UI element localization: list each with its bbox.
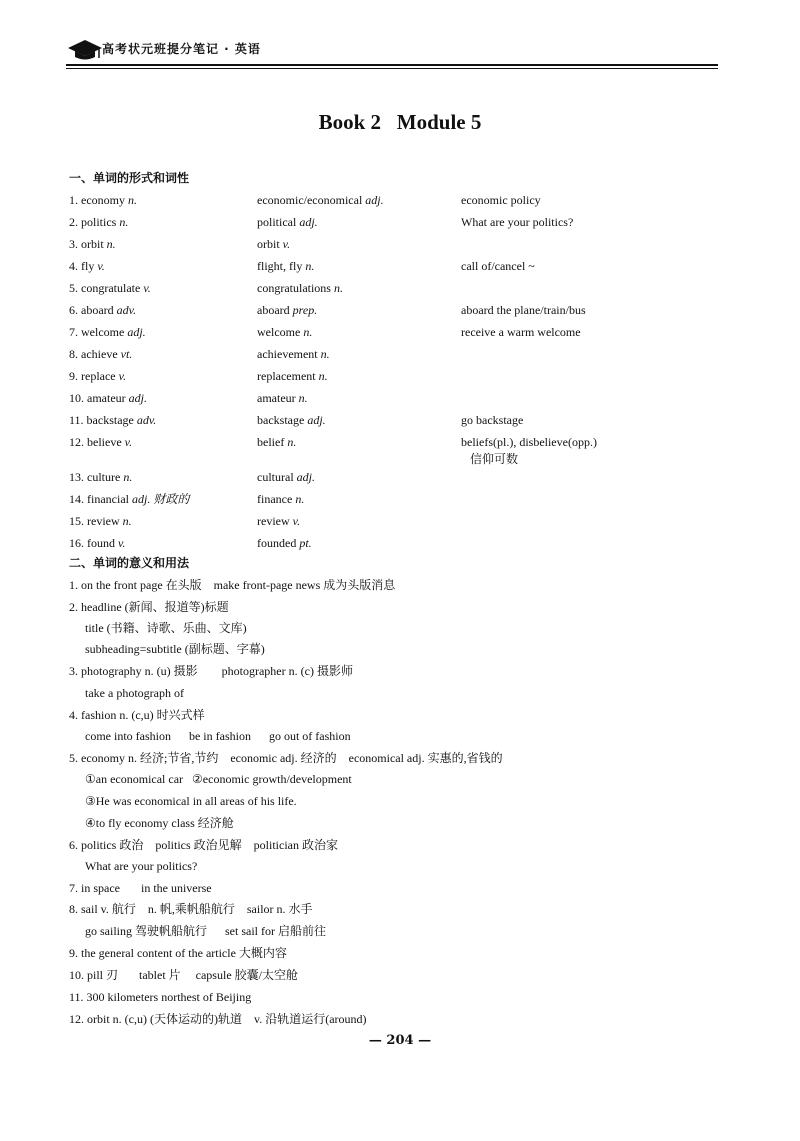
word-row-14-c1 bbox=[69, 491, 189, 507]
word: economic policy bbox=[461, 193, 541, 207]
word-row-9-c2 bbox=[257, 368, 328, 384]
word-row-5-c1 bbox=[69, 280, 151, 296]
word: 2. politics bbox=[69, 215, 117, 229]
word-row-6-c2 bbox=[257, 302, 317, 318]
part-of-speech: adj. bbox=[296, 470, 315, 484]
word-row-3-c1 bbox=[69, 236, 116, 252]
usage-line: 7. in space in the universe bbox=[69, 881, 212, 895]
word: cultural bbox=[257, 470, 294, 484]
word: belief bbox=[257, 435, 285, 449]
graduation-cap-icon bbox=[66, 36, 104, 62]
header-rule bbox=[66, 64, 718, 66]
word: finance bbox=[257, 492, 293, 506]
word: 7. welcome bbox=[69, 325, 125, 339]
word: 3. orbit bbox=[69, 237, 104, 251]
word-row-12-c1 bbox=[69, 434, 132, 450]
usage-line: 6. politics 政治 politics 政治见解 politician 政治家 bbox=[69, 838, 338, 852]
part-of-speech: v. bbox=[143, 281, 151, 295]
word-row-16-c1 bbox=[69, 535, 125, 551]
part-of-speech: n. bbox=[303, 325, 313, 339]
word: flight, fly bbox=[257, 259, 303, 273]
part-of-speech: adj. bbox=[299, 215, 318, 229]
word: aboard the plane/train/bus bbox=[461, 303, 586, 317]
word-row-4-c1 bbox=[69, 258, 105, 274]
word: 16. found bbox=[69, 536, 115, 550]
usage-line: 2. headline (新闻、报道等)标题 bbox=[69, 600, 229, 614]
word-row-1-c1 bbox=[69, 192, 137, 208]
word-row-8-c1 bbox=[69, 346, 132, 362]
word-row-15-c2 bbox=[257, 513, 300, 529]
part-of-speech: n. bbox=[287, 435, 297, 449]
word-row-12-c3 bbox=[461, 434, 597, 450]
part-of-speech: vt. bbox=[120, 347, 133, 361]
word: 12. believe bbox=[69, 435, 122, 449]
word-row-7-c1 bbox=[69, 324, 146, 340]
word: What are your politics? bbox=[461, 215, 574, 229]
section-heading-usage: 二、单词的意义和用法 bbox=[69, 556, 190, 570]
header-title: 高考状元班提分笔记 · 英语 bbox=[102, 42, 261, 56]
section-heading-word-forms: 一、单词的形式和词性 bbox=[69, 171, 190, 185]
usage-line: ③He was economical in all areas of his life. bbox=[85, 794, 297, 808]
part-of-speech: v. bbox=[282, 237, 291, 251]
part-of-speech: n. bbox=[106, 237, 116, 251]
part-of-speech: v. bbox=[124, 435, 133, 449]
word: 4. fly bbox=[69, 259, 95, 273]
word: 10. amateur bbox=[69, 391, 126, 405]
usage-line: What are your politics? bbox=[85, 859, 198, 873]
word-row-2-c3 bbox=[461, 214, 573, 230]
word-row-14-c2 bbox=[257, 491, 304, 507]
part-of-speech: n. bbox=[123, 470, 133, 484]
word-row-9-c1 bbox=[69, 368, 126, 384]
word: 8. achieve bbox=[69, 347, 118, 361]
word-row-4-c3 bbox=[461, 258, 535, 274]
word-row-1-c2 bbox=[257, 192, 384, 208]
word: receive a warm welcome bbox=[461, 325, 581, 339]
word-row-15-c1 bbox=[69, 513, 132, 529]
word: 13. culture bbox=[69, 470, 121, 484]
word: congratulations bbox=[257, 281, 331, 295]
word-row-3-c2 bbox=[257, 236, 290, 252]
usage-line: 5. economy n. 经济;节省,节约 economic adj. 经济的 economical adj. 实惠的,省钱的 bbox=[69, 751, 503, 765]
usage-line: 12. orbit n. (c,u) (天体运动的)轨道 v. 沿轨道运行(around) bbox=[69, 1012, 367, 1026]
part-of-speech: adj. bbox=[127, 325, 146, 339]
word: 14. financial bbox=[69, 492, 129, 506]
word-row-11-c1 bbox=[69, 412, 156, 428]
word-row-16-c2 bbox=[257, 535, 312, 551]
usage-line: 1. on the front page 在头版 make front-page news 成为头版消息 bbox=[69, 578, 396, 592]
belief-note: 信仰可数 bbox=[470, 452, 519, 466]
part-of-speech: n. bbox=[295, 492, 305, 506]
part-of-speech: v. bbox=[97, 259, 105, 273]
word: amateur bbox=[257, 391, 296, 405]
word: political bbox=[257, 215, 297, 229]
usage-line: subheading=subtitle (副标题、字幕) bbox=[85, 642, 265, 656]
word: orbit bbox=[257, 237, 280, 251]
word-row-6-c1 bbox=[69, 302, 136, 318]
part-of-speech: n. bbox=[333, 281, 343, 295]
word: welcome bbox=[257, 325, 301, 339]
usage-line: 3. photography n. (u) 摄影 photographer n. (c) 摄影师 bbox=[69, 664, 353, 678]
word: aboard bbox=[257, 303, 290, 317]
word: 15. review bbox=[69, 514, 120, 528]
part-of-speech: v. bbox=[292, 514, 301, 528]
part-of-speech: adv. bbox=[116, 303, 137, 317]
word: backstage bbox=[257, 413, 305, 427]
usage-line: 9. the general content of the article 大概内容 bbox=[69, 946, 287, 960]
usage-line: 10. pill 刃 tablet 片 capsule 胶囊/太空舱 bbox=[69, 968, 298, 982]
word-row-13-c2 bbox=[257, 469, 315, 485]
usage-line: 11. 300 kilometers northest of Beijing bbox=[69, 990, 252, 1004]
part-of-speech: v. bbox=[118, 369, 127, 383]
part-of-speech: pt. bbox=[299, 536, 312, 550]
usage-line: 4. fashion n. (c,u) 时兴式样 bbox=[69, 708, 205, 722]
word-row-6-c3 bbox=[461, 302, 586, 318]
word-row-4-c2 bbox=[257, 258, 314, 274]
running-header bbox=[66, 34, 718, 68]
usage-line: go sailing 驾驶帆船航行 set sail for 启船前往 bbox=[85, 924, 326, 938]
usage-line: come into fashion be in fashion go out of fashion bbox=[85, 729, 351, 743]
word: beliefs(pl.), disbelieve(opp.) bbox=[461, 435, 597, 449]
page-number: — 204 — bbox=[368, 1033, 432, 1048]
word-row-2-c1 bbox=[69, 214, 128, 230]
part-of-speech: adj. 财政的 bbox=[131, 492, 190, 506]
page-title: Book 2 Module 5 bbox=[318, 110, 482, 134]
word-row-10-c2 bbox=[257, 390, 308, 406]
word: founded bbox=[257, 536, 297, 550]
word: review bbox=[257, 514, 290, 528]
word: 6. aboard bbox=[69, 303, 114, 317]
word-row-12-c2 bbox=[257, 434, 296, 450]
word-row-7-c3 bbox=[461, 324, 581, 340]
word: go backstage bbox=[461, 413, 524, 427]
word: replacement bbox=[257, 369, 316, 383]
part-of-speech: adv. bbox=[136, 413, 157, 427]
word-row-2-c2 bbox=[257, 214, 318, 230]
word: 11. backstage bbox=[69, 413, 134, 427]
part-of-speech: n. bbox=[305, 259, 315, 273]
word-row-13-c1 bbox=[69, 469, 132, 485]
part-of-speech: adj. bbox=[365, 193, 384, 207]
part-of-speech: prep. bbox=[292, 303, 318, 317]
word: 1. economy bbox=[69, 193, 125, 207]
word: call of/cancel ~ bbox=[461, 259, 535, 273]
word-row-8-c2 bbox=[257, 346, 330, 362]
usage-line: 8. sail v. 航行 n. 帆,乘帆船航行 sailor n. 水手 bbox=[69, 902, 313, 916]
word-row-10-c1 bbox=[69, 390, 147, 406]
usage-line: ①an economical car ②economic growth/development bbox=[85, 772, 352, 786]
part-of-speech: n. bbox=[320, 347, 330, 361]
part-of-speech: n. bbox=[128, 193, 137, 207]
part-of-speech: n. bbox=[318, 369, 328, 383]
word-row-11-c3 bbox=[461, 412, 523, 428]
word-row-1-c3 bbox=[461, 192, 541, 208]
part-of-speech: n. bbox=[122, 514, 132, 528]
usage-line: take a photograph of bbox=[85, 686, 184, 700]
word: 9. replace bbox=[69, 369, 116, 383]
part-of-speech: n. bbox=[298, 391, 308, 405]
word-row-11-c2 bbox=[257, 412, 326, 428]
part-of-speech: adj. bbox=[128, 391, 147, 405]
part-of-speech: v. bbox=[118, 536, 126, 550]
part-of-speech: adj. bbox=[307, 413, 326, 427]
usage-line: title (书籍、诗歌、乐曲、文库) bbox=[85, 621, 247, 635]
word-row-7-c2 bbox=[257, 324, 312, 340]
part-of-speech: n. bbox=[119, 215, 129, 229]
header-rule-thin bbox=[66, 68, 718, 69]
word: 5. congratulate bbox=[69, 281, 141, 295]
word-row-5-c2 bbox=[257, 280, 343, 296]
word: achievement bbox=[257, 347, 318, 361]
word: economic/economical bbox=[257, 193, 363, 207]
usage-line: ④to fly economy class 经济舱 bbox=[85, 816, 234, 830]
